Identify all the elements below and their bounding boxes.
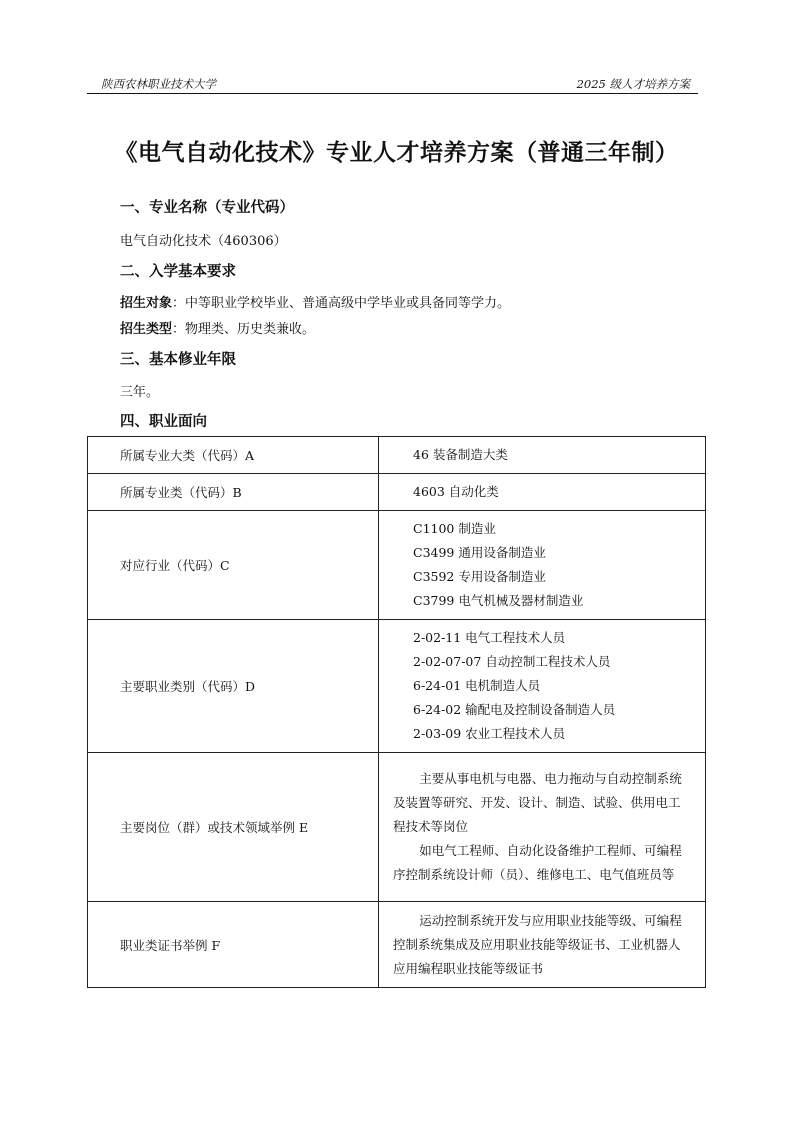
enroll-type-label: 招生类型	[120, 322, 173, 337]
table-row	[88, 620, 706, 753]
enroll-object-text: ：中等职业学校毕业、普通高级中学毕业或具备同等学力。	[172, 296, 511, 311]
industry-line: C1100 制造业	[413, 521, 496, 536]
row-key: 所属专业类（代码）B	[88, 474, 379, 511]
row-key: 主要职业类别（代码）D	[88, 620, 379, 753]
enroll-object-label: 招生对象	[120, 296, 173, 311]
table-row	[88, 902, 706, 988]
industry-line: C3799 电气机械及器材制造业	[413, 593, 584, 608]
enroll-type	[120, 318, 315, 337]
row-key: 对应行业（代码）C	[88, 511, 379, 620]
row-key: 主要岗位（群）或技术领域举例 E	[88, 753, 379, 902]
table-row	[88, 437, 706, 474]
row-value	[379, 902, 706, 988]
header-school: 陕西农林职业技术大学	[101, 77, 216, 91]
table-row	[88, 474, 706, 511]
certificate-paragraph: 运动控制系统开发与应用职业技能等级、可编程控制系统集成及应用职业技能等级证书、工业机器人应用编程职业技能等级证书	[393, 912, 682, 976]
occupation-line: 2-03-09 农业工程技术人员	[413, 726, 566, 741]
occupation-line: 6-24-02 输配电及控制设备制造人员	[413, 702, 616, 717]
occupation-line: 6-24-01 电机制造人员	[413, 678, 541, 693]
major-name: 电气自动化技术（460306）	[120, 234, 287, 249]
table-row	[88, 511, 706, 620]
row-value: 46 装备制造大类	[379, 437, 706, 474]
career-table	[87, 436, 706, 988]
section-heading-3: 三、基本修业年限	[120, 352, 236, 368]
industry-line: C3499 通用设备制造业	[413, 545, 546, 560]
position-paragraph: 如电气工程师、自动化设备维护工程师、可编程序控制系统设计师（员）、维修电工、电气值班员等	[393, 843, 682, 882]
row-value	[379, 620, 706, 753]
section-heading-2: 二、入学基本要求	[120, 264, 236, 280]
section-heading-4: 四、职业面向	[120, 414, 207, 430]
row-key: 所属专业大类（代码）A	[88, 437, 379, 474]
page-header	[87, 72, 698, 94]
enroll-type-text: ：物理类、历史类兼收。	[172, 322, 316, 337]
occupation-line: 2-02-07-07 自动控制工程技术人员	[413, 654, 611, 669]
row-value: 4603 自动化类	[379, 474, 706, 511]
page-title: 《电气自动化技术》专业人才培养方案（普通三年制）	[114, 140, 679, 166]
occupation-line: 2-02-11 电气工程技术人员	[413, 630, 566, 645]
industry-line: C3592 专用设备制造业	[413, 569, 546, 584]
header-plan: 2025 级人才培养方案	[576, 77, 690, 91]
table-row	[88, 753, 706, 902]
row-value	[379, 511, 706, 620]
section-heading-1: 一、专业名称（专业代码）	[120, 200, 294, 216]
study-years: 三年。	[120, 385, 160, 400]
row-value	[379, 753, 706, 902]
enroll-object	[120, 292, 510, 311]
position-paragraph: 主要从事电机与电器、电力拖动与自动控制系统及装置等研究、开发、设计、制造、试验、供用电工程技术等岗位	[393, 771, 682, 834]
row-key: 职业类证书举例 F	[88, 902, 379, 988]
